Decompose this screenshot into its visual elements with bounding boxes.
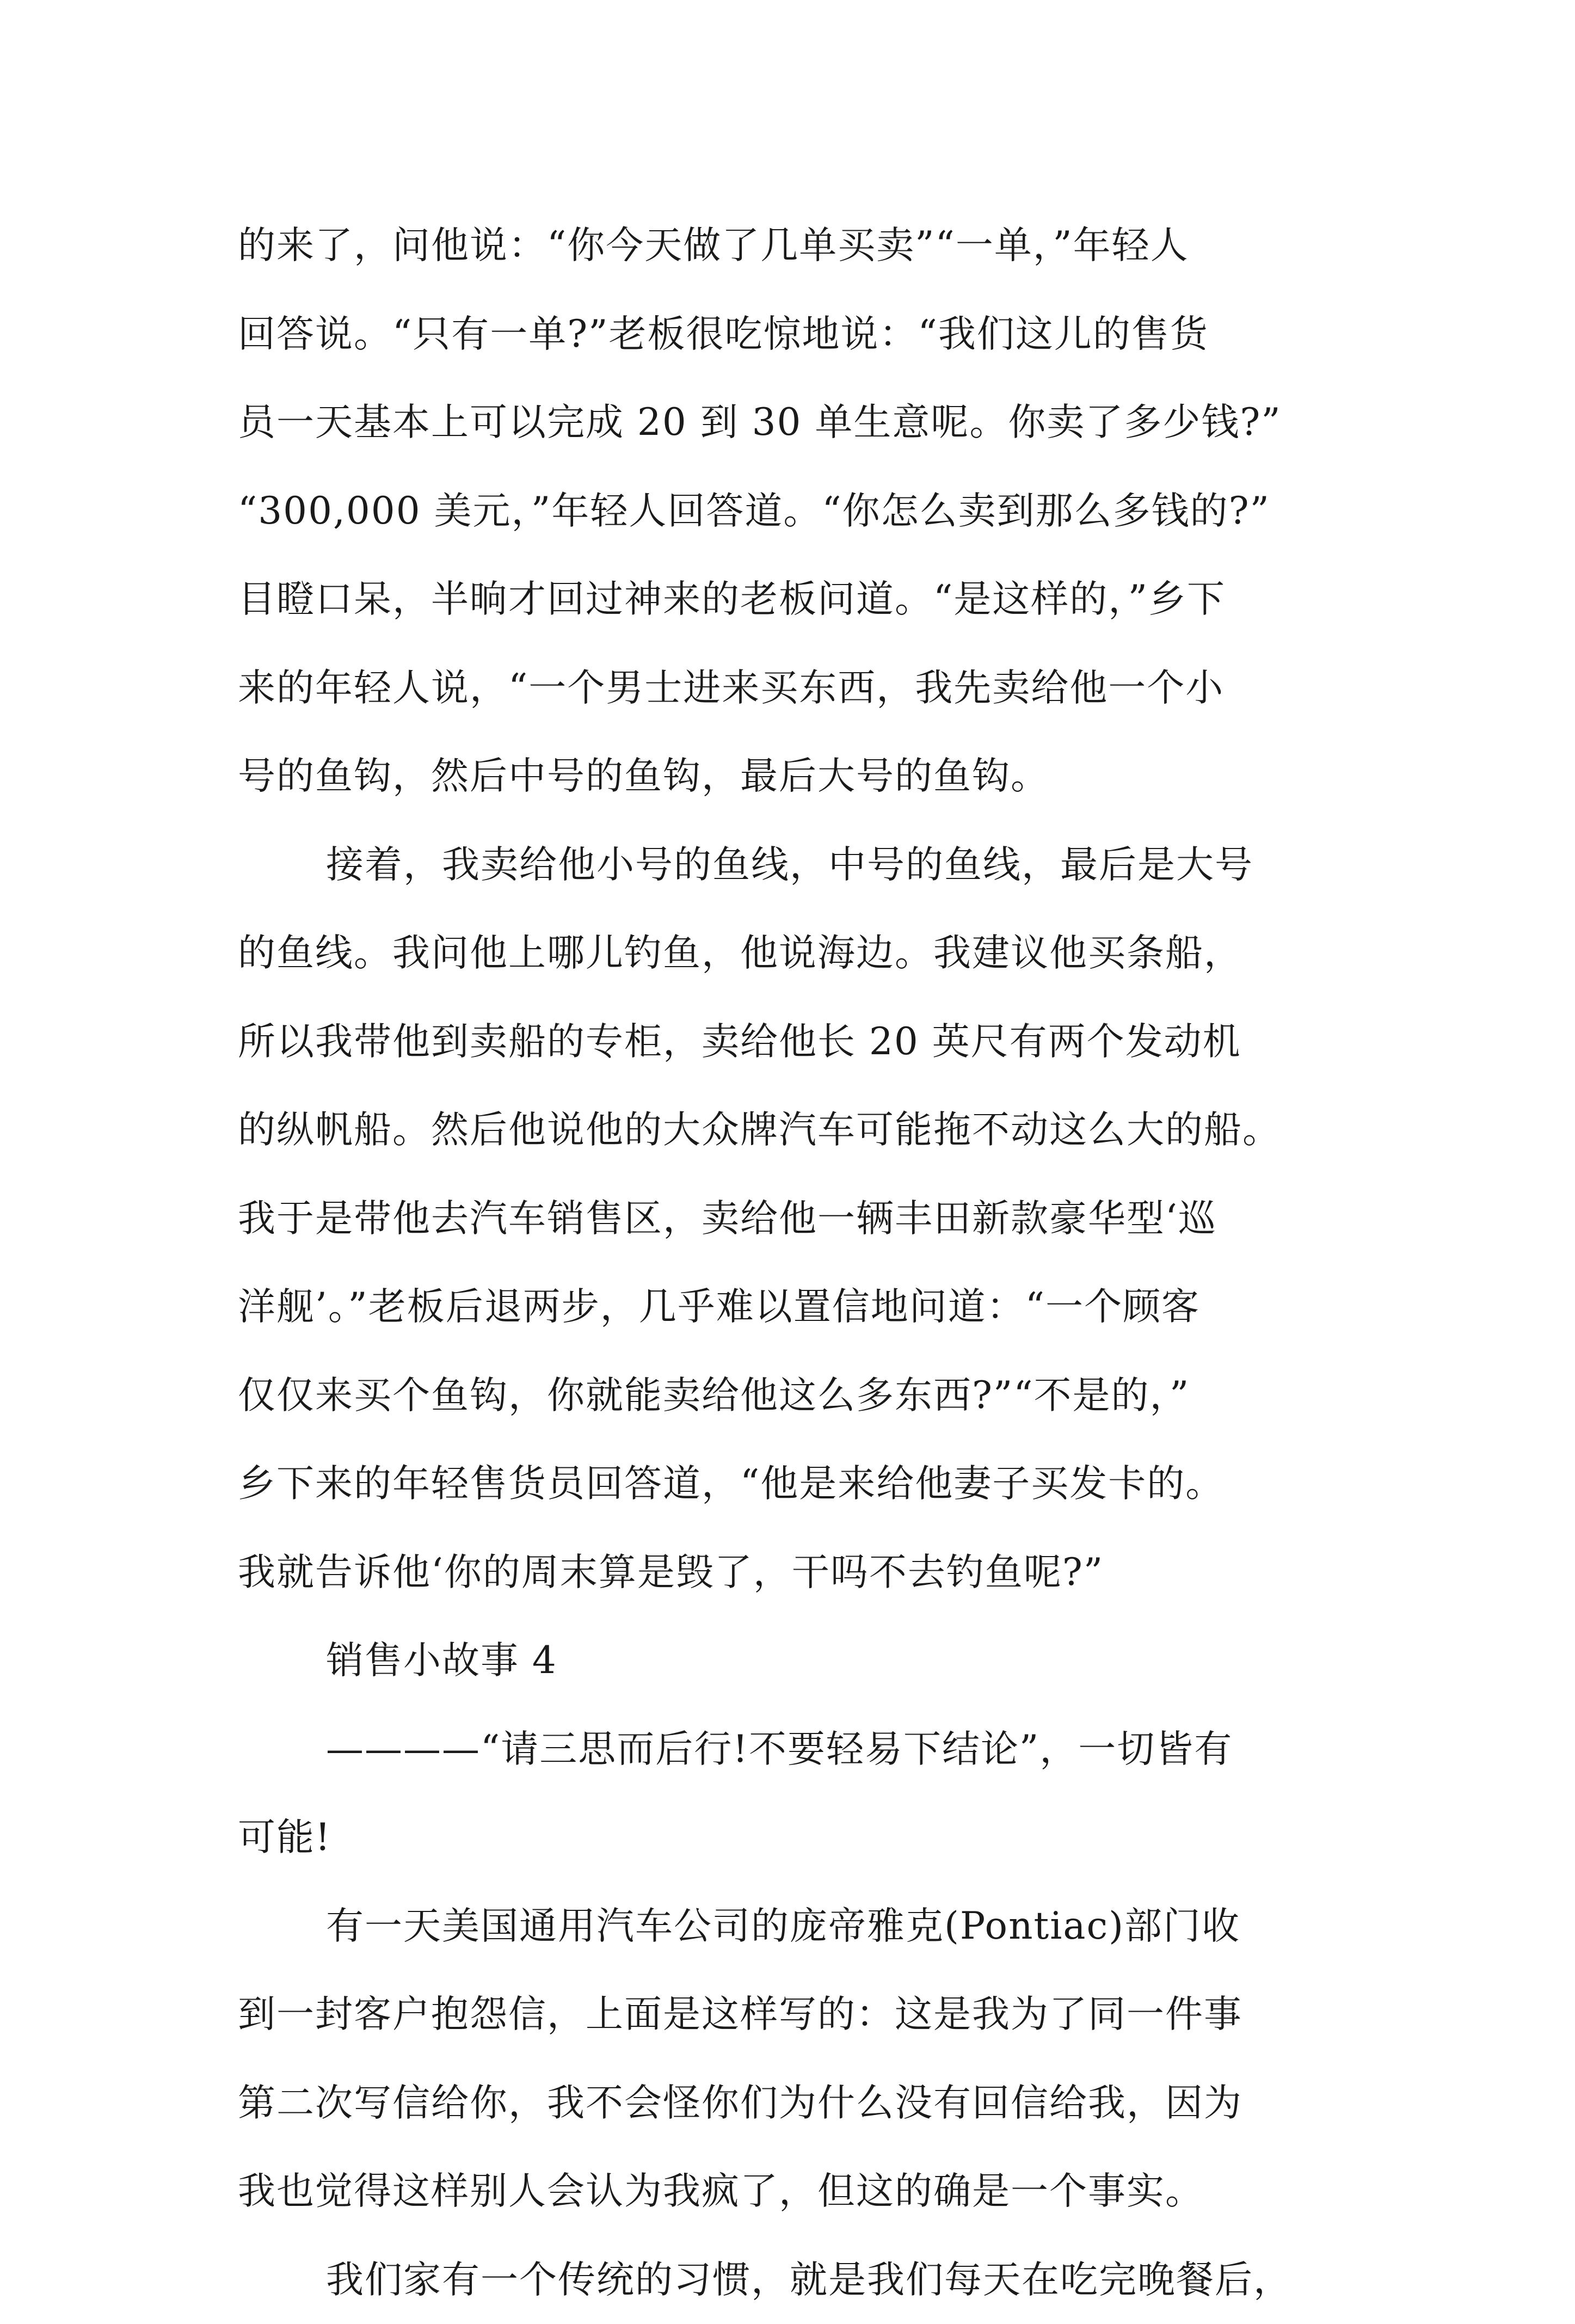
text-line: 仅仅来买个鱼钩，你就能卖给他这么多东西?”“不是的，”: [238, 1351, 1348, 1440]
text-line: 的鱼线。我问他上哪儿钓鱼，他说海边。我建议他买条船，: [238, 909, 1348, 998]
text-line: 我于是带他去汽车销售区，卖给他一辆丰田新款豪华型‘巡: [238, 1175, 1348, 1263]
text-line: 的来了，问他说：“你今天做了几单买卖”“一单，”年轻人: [238, 201, 1348, 290]
text-line: 回答说。“只有一单?”老板很吃惊地说：“我们这儿的售货: [238, 290, 1348, 379]
text-line: 接着，我卖给他小号的鱼线，中号的鱼线，最后是大号: [238, 821, 1348, 909]
text-line: ————“请三思而后行!不要轻易下结论”，一切皆有: [238, 1705, 1348, 1794]
text-line: 来的年轻人说，“一个男士进来买东西，我先卖给他一个小: [238, 644, 1348, 733]
text-line: 有一天美国通用汽车公司的庞帝雅克(Pontiac)部门收: [238, 1882, 1348, 1971]
text-line: 我就告诉他‘你的周末算是毁了，干吗不去钓鱼呢?”: [238, 1528, 1348, 1617]
text-line: 目瞪口呆，半晌才回过神来的老板问道。“是这样的，”乡下: [238, 555, 1348, 644]
text-line: 我也觉得这样别人会认为我疯了，但这的确是一个事实。: [238, 2147, 1348, 2236]
text-line: 员一天基本上可以完成 20 到 30 单生意呢。你卖了多少钱?”: [238, 378, 1348, 467]
text-line: 第二次写信给你，我不会怪你们为什么没有回信给我，因为: [238, 2059, 1348, 2148]
text-line: 所以我带他到卖船的专柜，卖给他长 20 英尺有两个发动机: [238, 998, 1348, 1086]
text-line: 到一封客户抱怨信，上面是这样写的：这是我为了同一件事: [238, 1970, 1348, 2059]
text-line: “300,000 美元，”年轻人回答道。“你怎么卖到那么多钱的?”: [238, 467, 1348, 556]
text-line: 号的鱼钩，然后中号的鱼钩，最后大号的鱼钩。: [238, 732, 1348, 821]
section-heading: 销售小故事 4: [238, 1616, 1348, 1705]
body-text: [238, 201, 1348, 2324]
text-line: 我们家有一个传统的习惯，就是我们每天在吃完晚餐后，: [238, 2236, 1348, 2324]
text-line: 可能!: [238, 1793, 1348, 1882]
text-line: 乡下来的年轻售货员回答道，“他是来给他妻子买发卡的。: [238, 1440, 1348, 1528]
text-line: 的纵帆船。然后他说他的大众牌汽车可能拖不动这么大的船。: [238, 1086, 1348, 1175]
text-line: 洋舰’。”老板后退两步，几乎难以置信地问道：“一个顾客: [238, 1263, 1348, 1351]
